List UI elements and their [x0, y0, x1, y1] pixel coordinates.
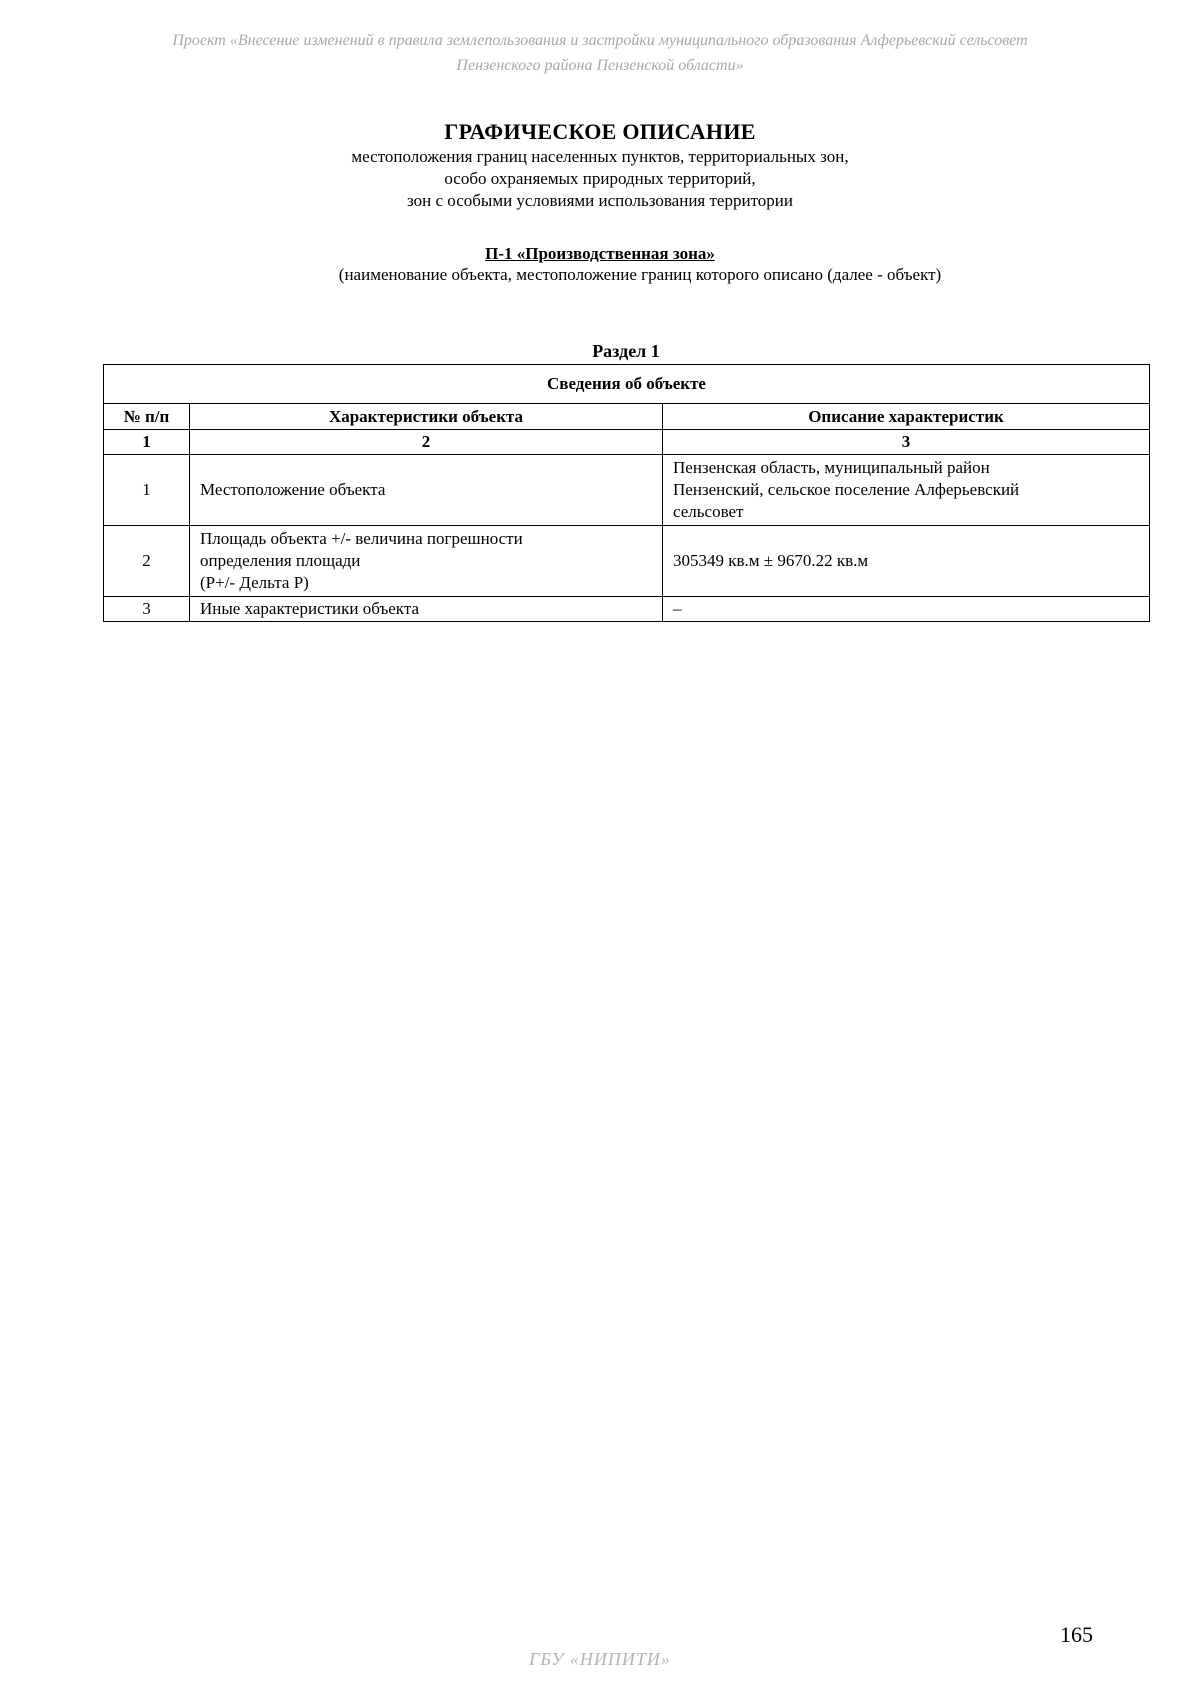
characteristic-line-3: (P+/- Дельта P): [200, 573, 309, 592]
subtitle-line-3: зон с особыми условиями использования территории: [407, 191, 793, 210]
footer-organization: ГБУ «НИПИТИ»: [529, 1649, 671, 1669]
document-title: ГРАФИЧЕСКОЕ ОПИСАНИЕ: [444, 119, 756, 144]
row-number: 3: [104, 597, 190, 622]
description-line-2: Пензенский, сельское поселение Алферьевский: [673, 480, 1020, 499]
table-caption: Сведения об объекте: [104, 365, 1150, 404]
running-header-line-1: Проект «Внесение изменений в правила землепользования и застройки муниципального образования Алферьевский сельсовет: [172, 32, 1028, 49]
section-title: Раздел 1: [592, 341, 660, 361]
column-numbers-row: [104, 430, 1150, 455]
row-description: [663, 526, 1150, 597]
description-line-3: сельсовет: [673, 502, 744, 521]
characteristic-text: Иные характеристики объекта: [200, 599, 420, 618]
subtitle-line-2: особо охраняемых природных территорий,: [444, 169, 756, 188]
title-block: [0, 118, 1200, 212]
object-name: П-1 «Производственная зона»: [485, 244, 715, 263]
characteristic-line-2: определения площади: [200, 551, 361, 570]
object-info-table: [103, 364, 1150, 622]
description-text: –: [673, 599, 682, 618]
column-header-number: № п/п: [104, 404, 190, 430]
column-number-3: 3: [663, 430, 1150, 455]
row-characteristic: [190, 455, 663, 526]
page-number: 165: [1060, 1622, 1093, 1647]
table-header-row: [104, 404, 1150, 430]
characteristic-line-1: Площадь объекта +/- величина погрешности: [200, 529, 523, 548]
column-header-characteristic: Характеристики объекта: [190, 404, 663, 430]
subtitle-line-1: местоположения границ населенных пунктов, территориальных зон,: [351, 147, 849, 166]
table-row: [104, 526, 1150, 597]
column-number-1: 1: [104, 430, 190, 455]
row-description: [663, 597, 1150, 622]
object-caption: (наименование объекта, местоположение границ которого описано (далее - объект): [338, 265, 942, 284]
characteristic-text: Местоположение объекта: [200, 480, 386, 499]
row-description: [663, 455, 1150, 526]
running-header-line-2: Пензенского района Пензенской области»: [456, 57, 744, 74]
table-caption-row: [104, 365, 1150, 404]
row-characteristic: [190, 526, 663, 597]
description-text: 305349 кв.м ± 9670.22 кв.м: [673, 551, 869, 570]
row-number: 1: [104, 455, 190, 526]
column-number-2: 2: [190, 430, 663, 455]
row-number: 2: [104, 526, 190, 597]
table-row: [104, 597, 1150, 622]
column-header-description: Описание характеристик: [663, 404, 1150, 430]
running-header: [0, 28, 1200, 78]
table-row: [104, 455, 1150, 526]
row-characteristic: [190, 597, 663, 622]
description-line-1: Пензенская область, муниципальный район: [673, 458, 990, 477]
